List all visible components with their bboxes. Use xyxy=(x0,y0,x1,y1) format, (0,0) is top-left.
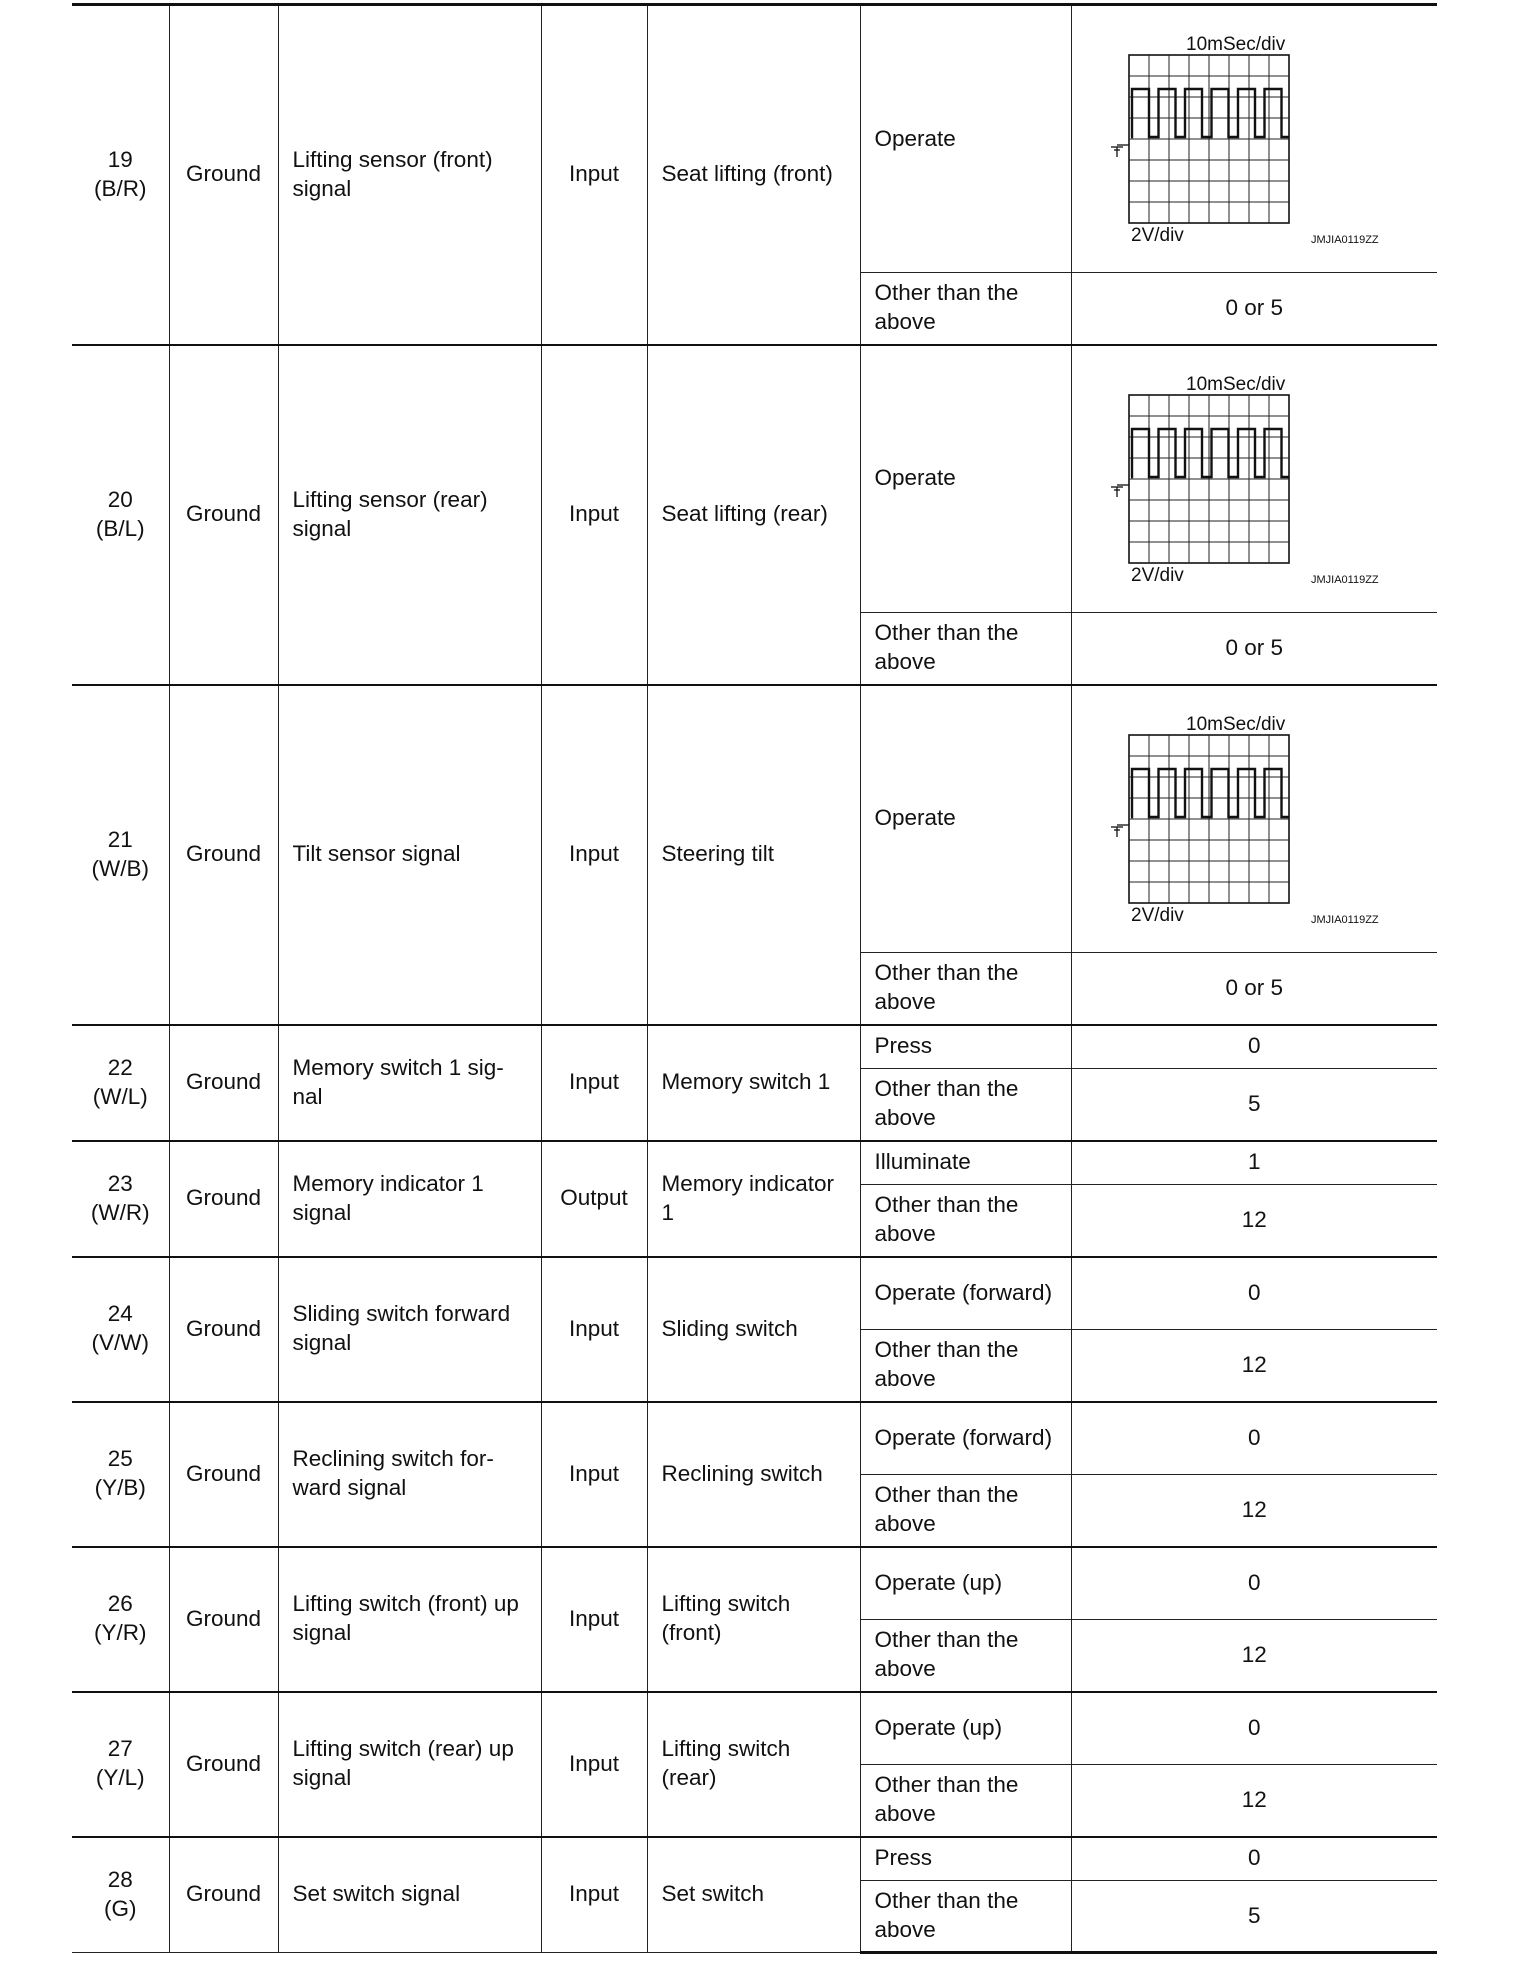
terminal-number xyxy=(72,1141,169,1257)
signal-direction: Input xyxy=(541,1402,647,1547)
terminal-number xyxy=(72,1025,169,1141)
oscilloscope-waveform xyxy=(1089,25,1419,253)
condition-state: Other than the above xyxy=(860,1620,1071,1692)
scope-time-division: 10mSec/div xyxy=(1186,713,1286,735)
scope-volt-division: 2V/div xyxy=(1131,564,1185,586)
table-row xyxy=(72,1837,1437,1881)
wire-color: (Y/R) xyxy=(94,1620,147,1645)
measurement-condition: Lifting switch (front) xyxy=(647,1547,860,1692)
wire-color: (B/L) xyxy=(95,515,145,541)
scope-time-division: 10mSec/div xyxy=(1186,373,1286,395)
signal-direction: Input xyxy=(541,345,647,685)
ground-terminal: Ground xyxy=(169,1692,278,1837)
reference-waveform xyxy=(1071,5,1437,273)
oscilloscope-waveform xyxy=(1089,365,1419,593)
table-row xyxy=(72,1257,1437,1330)
signal-name: Lifting sensor (rear) signal xyxy=(278,345,541,685)
terminal-spec-table xyxy=(72,3,1437,1954)
reference-value: 12 xyxy=(1071,1620,1437,1692)
terminal-number xyxy=(72,685,169,1025)
ground-terminal: Ground xyxy=(169,685,278,1025)
terminal-number xyxy=(72,1257,169,1402)
wire-color: (G) xyxy=(104,1895,137,1921)
wire-color: (W/L) xyxy=(92,1083,148,1109)
wire-color: (W/R) xyxy=(90,1199,150,1225)
signal-direction: Input xyxy=(541,1547,647,1692)
ground-terminal: Ground xyxy=(169,1025,278,1141)
condition-state: Operate (forward) xyxy=(860,1402,1071,1475)
scope-signal-trace xyxy=(1131,429,1289,477)
terminal-id: 25 xyxy=(107,1446,133,1472)
condition-state: Other than the above xyxy=(860,953,1071,1025)
scope-signal-trace xyxy=(1131,89,1289,137)
reference-value: 0 xyxy=(1071,1692,1437,1765)
ground-terminal: Ground xyxy=(169,1402,278,1547)
ground-icon xyxy=(1111,145,1129,157)
table-row xyxy=(72,1547,1437,1620)
condition-state: Operate (up) xyxy=(860,1547,1071,1620)
terminal-id: 26 xyxy=(107,1591,133,1617)
condition-state: Operate (forward) xyxy=(860,1257,1071,1330)
reference-value: 12 xyxy=(1071,1330,1437,1402)
table-row xyxy=(72,1025,1437,1069)
condition-state: Other than the above xyxy=(860,613,1071,685)
wire-color: (V/W) xyxy=(91,1330,149,1355)
condition-state: Operate (up) xyxy=(860,1692,1071,1765)
reference-value: 0 xyxy=(1071,1837,1437,1881)
reference-waveform xyxy=(1071,685,1437,953)
signal-name: Tilt sensor signal xyxy=(278,685,541,1025)
terminal-number xyxy=(72,345,169,685)
table-row xyxy=(72,685,1437,953)
ground-terminal: Ground xyxy=(169,1837,278,1953)
scope-image-code: JMJIA0119ZZ xyxy=(1311,573,1379,586)
condition-state: Other than the above xyxy=(860,1765,1071,1837)
ground-terminal: Ground xyxy=(169,1257,278,1402)
table-row xyxy=(72,1402,1437,1475)
condition-state: Other than the above xyxy=(860,1185,1071,1257)
scope-signal-trace xyxy=(1131,769,1289,817)
reference-value: 0 or 5 xyxy=(1071,273,1437,345)
condition-state: Other than the above xyxy=(860,1881,1071,1953)
oscilloscope-waveform xyxy=(1089,705,1419,933)
condition-state: Other than the above xyxy=(860,1069,1071,1141)
table-row xyxy=(72,1692,1437,1765)
condition-state: Operate xyxy=(860,5,1071,273)
measurement-condition: Steering tilt xyxy=(647,685,860,1025)
condition-state: Press xyxy=(860,1025,1071,1069)
condition-state: Illuminate xyxy=(860,1141,1071,1185)
condition-state: Press xyxy=(860,1837,1071,1881)
signal-name: Lifting sensor (front) signal xyxy=(278,5,541,345)
terminal-id: 23 xyxy=(107,1170,133,1196)
signal-direction: Input xyxy=(541,1025,647,1141)
measurement-condition: Seat lifting (front) xyxy=(647,5,860,345)
signal-name: Memory indicator 1 signal xyxy=(278,1141,541,1257)
signal-name: Lifting switch (front) up signal xyxy=(278,1547,541,1692)
reference-value: 12 xyxy=(1071,1765,1437,1837)
reference-value: 1 xyxy=(1071,1141,1437,1185)
signal-name: Reclining switch for-ward signal xyxy=(278,1402,541,1547)
wire-color: (Y/B) xyxy=(94,1475,146,1500)
terminal-id: 22 xyxy=(107,1054,133,1080)
scope-image-code: JMJIA0119ZZ xyxy=(1311,913,1379,926)
terminal-id: 28 xyxy=(107,1866,133,1892)
signal-direction: Input xyxy=(541,685,647,1025)
terminal-number xyxy=(72,1547,169,1692)
ground-icon xyxy=(1111,825,1129,837)
signal-direction: Input xyxy=(541,1257,647,1402)
signal-direction: Output xyxy=(541,1141,647,1257)
terminal-number xyxy=(72,1837,169,1953)
measurement-condition: Lifting switch (rear) xyxy=(647,1692,860,1837)
signal-name: Memory switch 1 sig-nal xyxy=(278,1025,541,1141)
measurement-condition: Sliding switch xyxy=(647,1257,860,1402)
signal-direction: Input xyxy=(541,5,647,345)
ground-terminal: Ground xyxy=(169,345,278,685)
terminal-id: 19 xyxy=(107,146,133,172)
signal-name: Set switch signal xyxy=(278,1837,541,1953)
reference-value: 12 xyxy=(1071,1475,1437,1547)
terminal-number xyxy=(72,1402,169,1547)
scope-volt-division: 2V/div xyxy=(1131,904,1185,926)
ground-terminal: Ground xyxy=(169,1547,278,1692)
reference-value: 0 xyxy=(1071,1025,1437,1069)
reference-value: 0 or 5 xyxy=(1071,953,1437,1025)
wire-color: (W/B) xyxy=(91,855,149,881)
scope-time-division: 10mSec/div xyxy=(1186,34,1286,55)
measurement-condition: Seat lifting (rear) xyxy=(647,345,860,685)
condition-state: Operate xyxy=(860,685,1071,953)
ground-icon xyxy=(1111,485,1129,497)
wire-color: (B/R) xyxy=(94,175,147,201)
reference-value: 0 xyxy=(1071,1257,1437,1330)
signal-direction: Input xyxy=(541,1692,647,1837)
table-row xyxy=(72,1141,1437,1185)
reference-value: 5 xyxy=(1071,1881,1437,1953)
reference-value: 0 or 5 xyxy=(1071,613,1437,685)
terminal-number xyxy=(72,5,169,345)
measurement-condition: Reclining switch xyxy=(647,1402,860,1547)
table-body xyxy=(72,5,1437,1953)
terminal-id: 20 xyxy=(107,486,133,512)
reference-value: 0 xyxy=(1071,1547,1437,1620)
terminal-number xyxy=(72,1692,169,1837)
wire-color: (Y/L) xyxy=(95,1765,145,1790)
condition-state: Other than the above xyxy=(860,273,1071,345)
condition-state: Operate xyxy=(860,345,1071,613)
signal-direction: Input xyxy=(541,1837,647,1953)
signal-name: Sliding switch forward signal xyxy=(278,1257,541,1402)
measurement-condition: Memory switch 1 xyxy=(647,1025,860,1141)
terminal-id: 21 xyxy=(107,826,133,852)
reference-value: 5 xyxy=(1071,1069,1437,1141)
scope-volt-division: 2V/div xyxy=(1131,225,1185,246)
condition-state: Other than the above xyxy=(860,1475,1071,1547)
condition-state: Other than the above xyxy=(860,1330,1071,1402)
reference-value: 0 xyxy=(1071,1402,1437,1475)
ground-terminal: Ground xyxy=(169,1141,278,1257)
ground-terminal: Ground xyxy=(169,5,278,345)
table-row xyxy=(72,345,1437,613)
reference-value: 12 xyxy=(1071,1185,1437,1257)
reference-waveform xyxy=(1071,345,1437,613)
table-row xyxy=(72,5,1437,273)
signal-name: Lifting switch (rear) up signal xyxy=(278,1692,541,1837)
measurement-condition: Set switch xyxy=(647,1837,860,1953)
measurement-condition: Memory indicator 1 xyxy=(647,1141,860,1257)
scope-image-code: JMJIA0119ZZ xyxy=(1311,234,1379,246)
terminal-id: 27 xyxy=(107,1736,133,1762)
terminal-id: 24 xyxy=(107,1301,133,1327)
